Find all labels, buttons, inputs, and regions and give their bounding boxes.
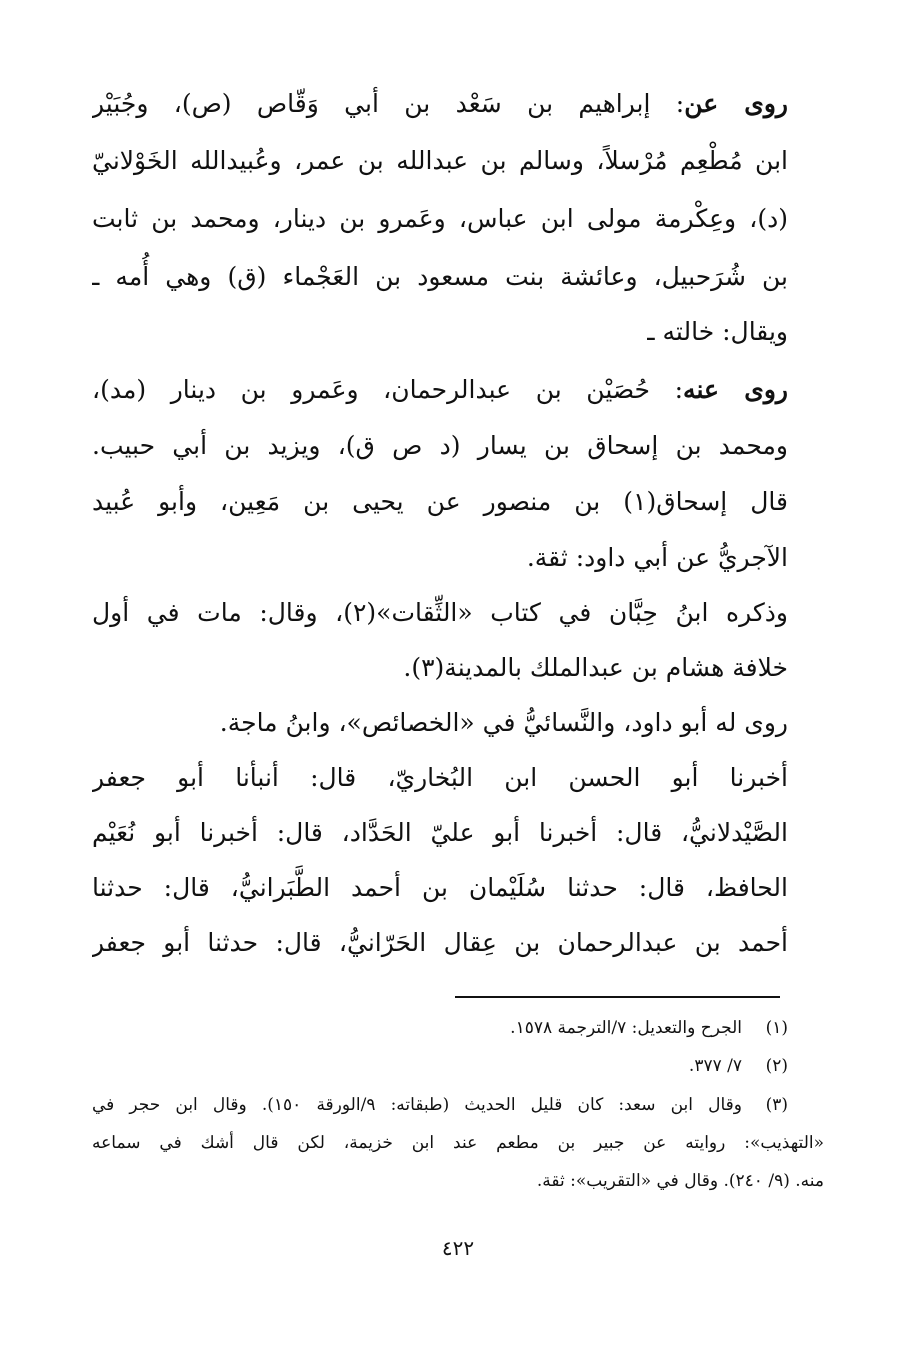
body-line: الصَّيْدلانيُّ، قال: أخبرنا أبو عليّ الحَدَّاد، قال: أخبرنا أبو نُعَيْم — [92, 818, 788, 847]
footnote-text: ٧/ ٣٧٧. — [688, 1056, 742, 1076]
footnote — [92, 1089, 788, 1121]
body-line: ابن مُطْعِم مُرْسلاً، وسالم بن عبدالله بن عمر، وعُبيدالله الخَوْلانيّ — [92, 146, 788, 175]
page-number: ٤٢٢ — [441, 1236, 475, 1260]
body-line: وذكره ابنُ حِبَّان في كتاب «الثِّقات»(٢)، وقال: مات في أول — [92, 598, 788, 627]
body-text: : إبراهيم بن سَعْد بن أبي وَقّاص (ص)، وجُبَيْر — [92, 89, 685, 118]
footnote-separator — [455, 996, 780, 998]
body-line: خلافة هشام بن عبدالملك بالمدينة(٣). — [403, 653, 788, 682]
body-line: ويقال: خالته ـ — [647, 317, 788, 346]
footnote-number: (١) — [765, 1018, 788, 1038]
body-line: ومحمد بن إسحاق بن يسار (د ص ق)، ويزيد بن أبي حبيب. — [92, 431, 788, 460]
footnote — [92, 1012, 788, 1044]
footnote-number: (٣) — [765, 1095, 788, 1115]
body-line: أخبرنا أبو الحسن ابن البُخاريّ، قال: أنبأنا أبو جعفر — [92, 763, 788, 792]
paragraph-label: روى عنه — [683, 375, 788, 404]
footnote-number: (٢) — [765, 1056, 788, 1076]
body-line: (د)، وعِكْرمة مولى ابن عباس، وعَمرو بن دينار، ومحمد بن ثابت — [92, 204, 788, 233]
body-line: الحافظ، قال: حدثنا سُلَيْمان بن أحمد الطَّبَرانيُّ، قال: حدثنا — [92, 873, 788, 902]
body-line: قال إسحاق(١) بن منصور عن يحيى بن مَعِين، وأبو عُبيد — [92, 487, 788, 516]
body-line: الآجريُّ عن أبي داود: ثقة. — [526, 543, 788, 572]
footnote-text: الجرح والتعديل: ٧/الترجمة ١٥٧٨. — [510, 1018, 742, 1038]
footnote-continuation: «التهذيب»: روايته عن جبير بن مطعم عند ابن خزيمة، لكن قال أشك في سماعه — [92, 1133, 824, 1153]
body-line — [92, 362, 788, 418]
paragraph-label: روى عن — [684, 89, 788, 118]
body-line: أحمد بن عبدالرحمان بن عِقال الحَرّانيُّ، قال: حدثنا أبو جعفر — [92, 928, 788, 957]
footnote — [92, 1050, 788, 1082]
footnote-text: وقال ابن سعد: كان قليل الحديث (طبقاته: ٩/الورقة ١٥٠). وقال ابن حجر في — [92, 1095, 742, 1115]
body-text: : حُصَيْن بن عبدالرحمان، وعَمرو بن دينار (مد)، — [92, 375, 684, 404]
footnote-continuation: منه. (٩/ ٢٤٠). وقال في «التقريب»: ثقة. — [536, 1171, 824, 1191]
body-line: روى له أبو داود، والنَّسائيُّ في «الخصائص»، وابنُ ماجة. — [219, 708, 788, 737]
body-line: بن شُرَحبيل، وعائشة بنت مسعود بن العَجْماء (ق) وهي أُمه ـ — [92, 262, 788, 291]
body-line — [92, 76, 788, 132]
